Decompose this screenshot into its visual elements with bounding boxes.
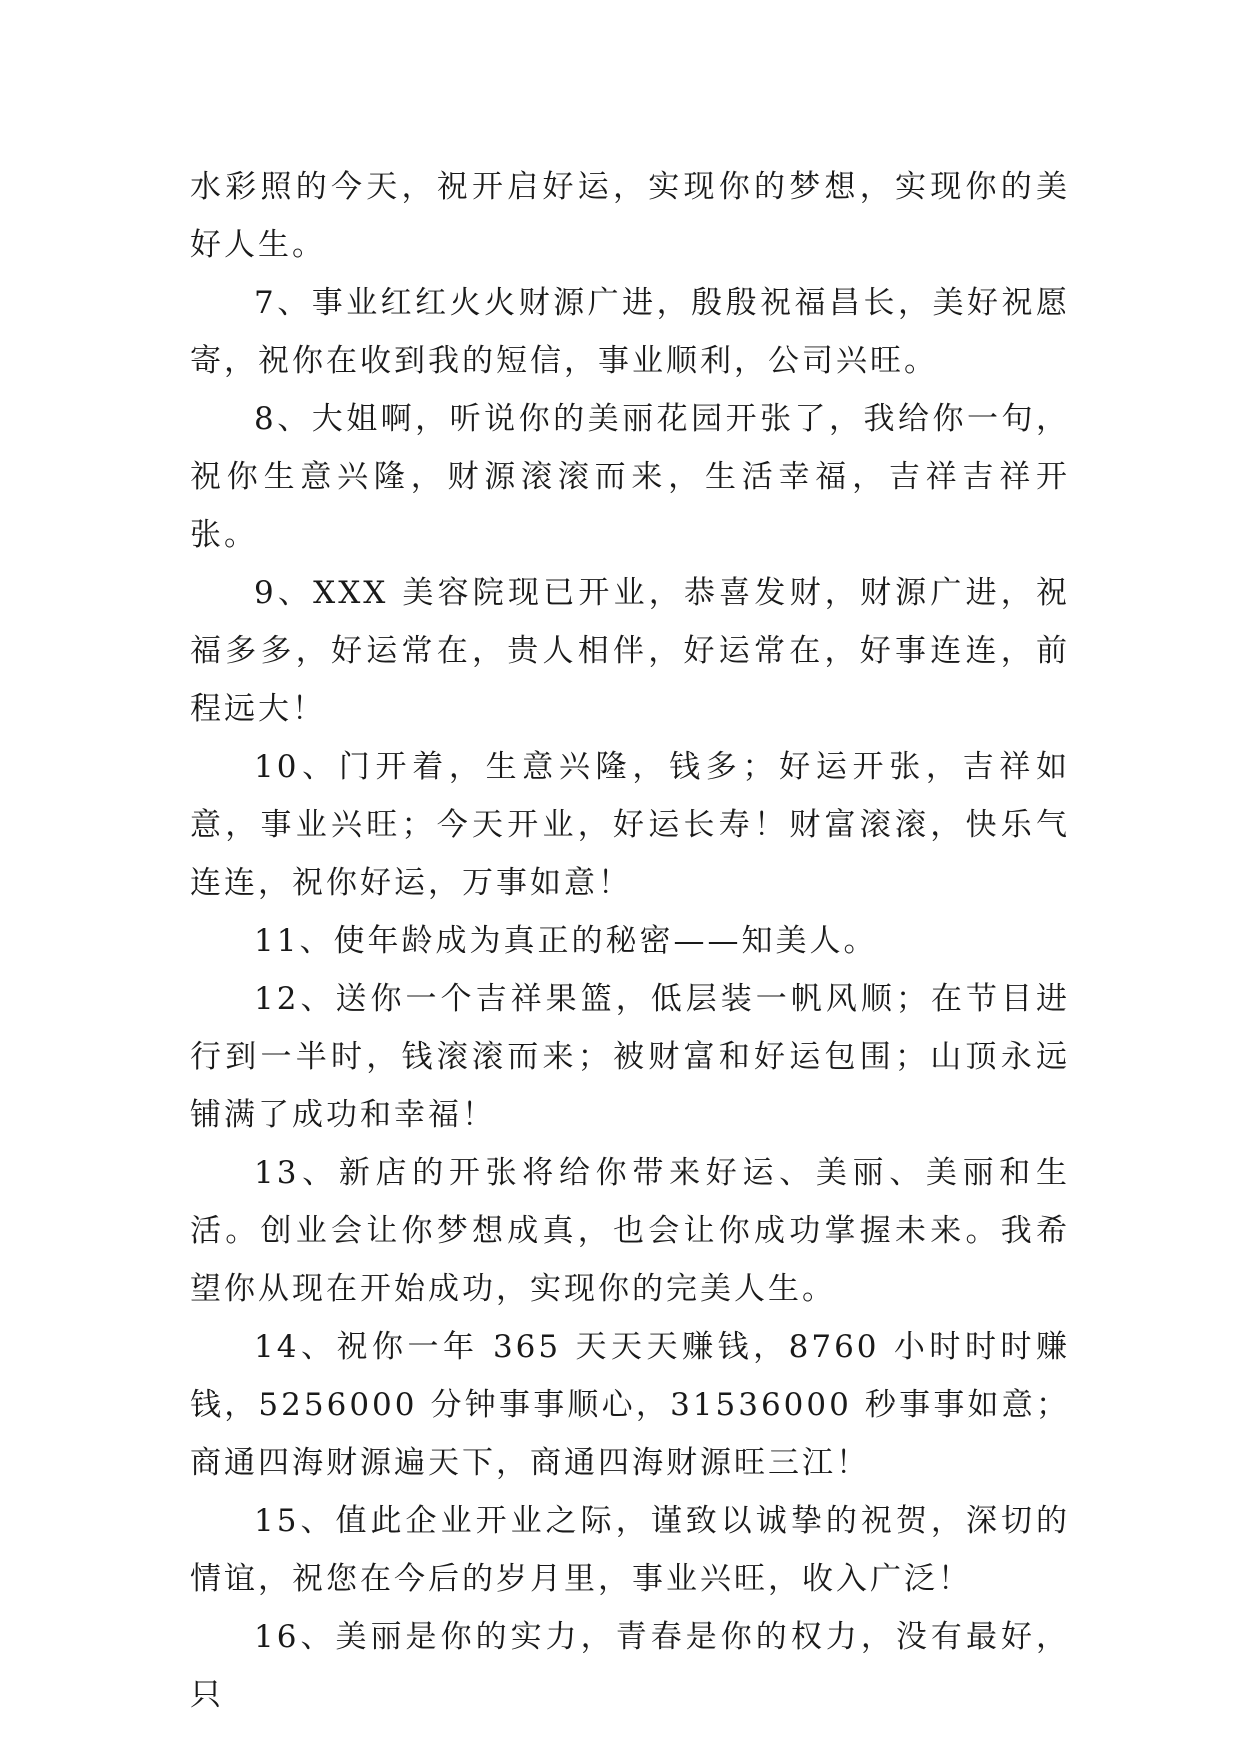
paragraph-item-13: 13、新店的开张将给你带来好运、美丽、美丽和生活。创业会让你梦想成真，也会让你成功掌握未来。我希望你从现在开始成功，实现你的完美人生。 <box>190 1155 1070 1307</box>
document-body <box>190 158 1070 1724</box>
paragraph-item-7: 7、事业红红火火财源广进，殷殷祝福昌长，美好祝愿寄，祝你在收到我的短信，事业顺利，公司兴旺。 <box>190 285 1070 379</box>
paragraph-item-10: 10、门开着，生意兴隆，钱多；好运开张，吉祥如意，事业兴旺；今天开业，好运长寿！财富滚滚，快乐气连连，祝你好运，万事如意！ <box>190 749 1070 901</box>
paragraph-item-12: 12、送你一个吉祥果篮，低层装一帆风顺；在节目进行到一半时，钱滚滚而来；被财富和好运包围；山顶永远铺满了成功和幸福！ <box>190 981 1070 1133</box>
paragraph-item-14: 14、祝你一年 365 天天天赚钱，8760 小时时时赚钱，5256000 分钟事事顺心，31536000 秒事事如意；商通四海财源遍天下，商通四海财源旺三江！ <box>190 1329 1070 1481</box>
paragraph-item-9: 9、XXX 美容院现已开业，恭喜发财，财源广进，祝福多多，好运常在，贵人相伴，好运常在，好事连连，前程远大！ <box>190 575 1070 727</box>
paragraph-item-16: 16、美丽是你的实力，青春是你的权力，没有最好，只 <box>190 1619 1070 1713</box>
paragraph-item-11: 11、使年龄成为真正的秘密——知美人。 <box>254 923 878 959</box>
paragraph-item-8: 8、大姐啊，听说你的美丽花园开张了，我给你一句，祝你生意兴隆，财源滚滚而来，生活幸福，吉祥吉祥开张。 <box>190 401 1070 553</box>
paragraph-continuation: 水彩照的今天，祝开启好运，实现你的梦想，实现你的美好人生。 <box>190 169 1070 263</box>
paragraph-item-15: 15、值此企业开业之际，谨致以诚挚的祝贺，深切的情谊，祝您在今后的岁月里，事业兴旺，收入广泛！ <box>190 1503 1070 1597</box>
